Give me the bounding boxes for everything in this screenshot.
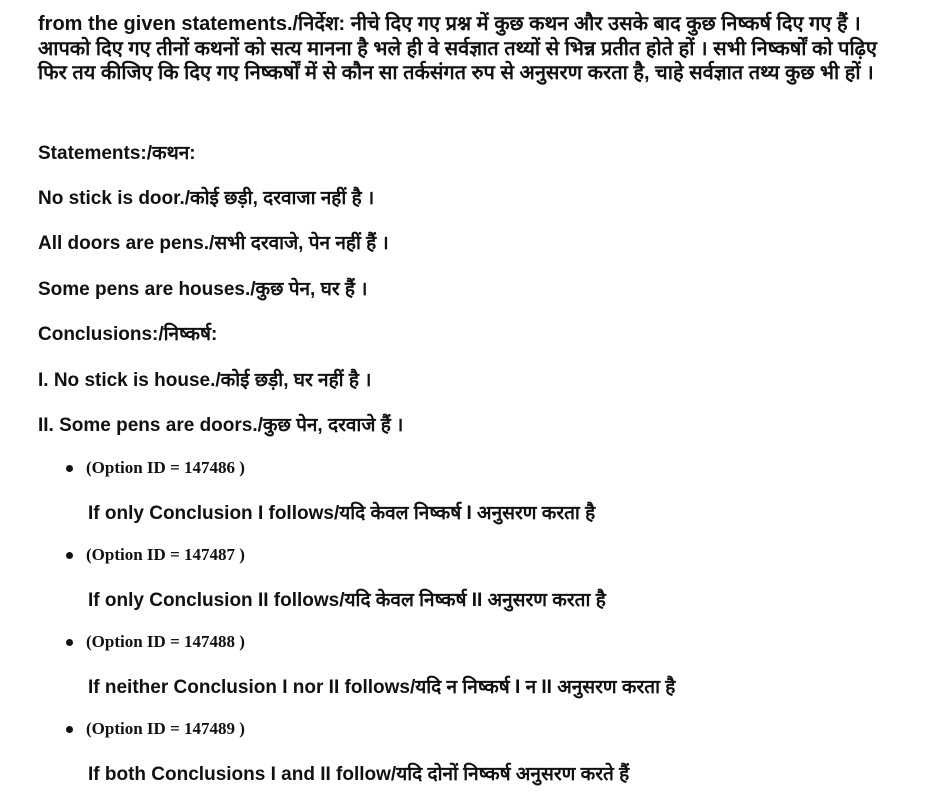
statement-1: No stick is door./कोई छड़ी, दरवाजा नहीं है । — [38, 188, 375, 209]
option-2-id: (Option ID = 147487 ) — [86, 545, 245, 564]
conclusions-heading: Conclusions:/निष्कर्ष: — [38, 324, 218, 345]
option-1-id: (Option ID = 147486 ) — [86, 458, 245, 477]
statement-3: Some pens are houses./कुछ पेन, घर हैं । — [38, 279, 368, 300]
option-3-text[interactable]: If neither Conclusion I nor II follows/यदि न निष्कर्ष I न II अनुसरण करता है — [88, 677, 676, 698]
option-bullet-icon — [66, 726, 73, 733]
question-instructions: from the given statements./निर्देश: नीचे दिए गए प्रश्न में कुछ कथन और उसके बाद कुछ निष्कर्ष दिए गए हैं । आपको दिए गए तीनों कथनों को सत्य मानना है भले ही वे सर्वज्ञात तथ्यों से भिन्न प्रतीत होते हों । सभी निष्कर्षों को पढ़िए फिर तय कीजिए कि दिए गए निष्कर्षों में से कौन सा तर्कसंगत रुप से अनुसरण करता है, चाहे सर्वज्ञात तथ्य कुछ भी हों । — [38, 13, 877, 84]
option-2-text[interactable]: If only Conclusion II follows/यदि केवल निष्कर्ष II अनुसरण करता है — [88, 590, 606, 611]
statements-heading: Statements:/कथन: — [38, 143, 196, 164]
option-4-id: (Option ID = 147489 ) — [86, 719, 245, 738]
conclusion-2: II. Some pens are doors./कुछ पेन, दरवाजे हैं । — [38, 415, 404, 436]
option-bullet-icon — [66, 639, 73, 646]
option-bullet-icon — [66, 465, 73, 472]
conclusion-1: I. No stick is house./कोई छड़ी, घर नहीं है । — [38, 370, 372, 391]
statement-2: All doors are pens./सभी दरवाजे, पेन नहीं हैं । — [38, 233, 389, 254]
option-4-text[interactable]: If both Conclusions I and II follow/यदि दोनों निष्कर्ष अनुसरण करते हैं — [88, 764, 630, 785]
option-3-id: (Option ID = 147488 ) — [86, 632, 245, 651]
option-bullet-icon — [66, 552, 73, 559]
option-1-text[interactable]: If only Conclusion I follows/यदि केवल निष्कर्ष I अनुसरण करता है — [88, 503, 596, 524]
